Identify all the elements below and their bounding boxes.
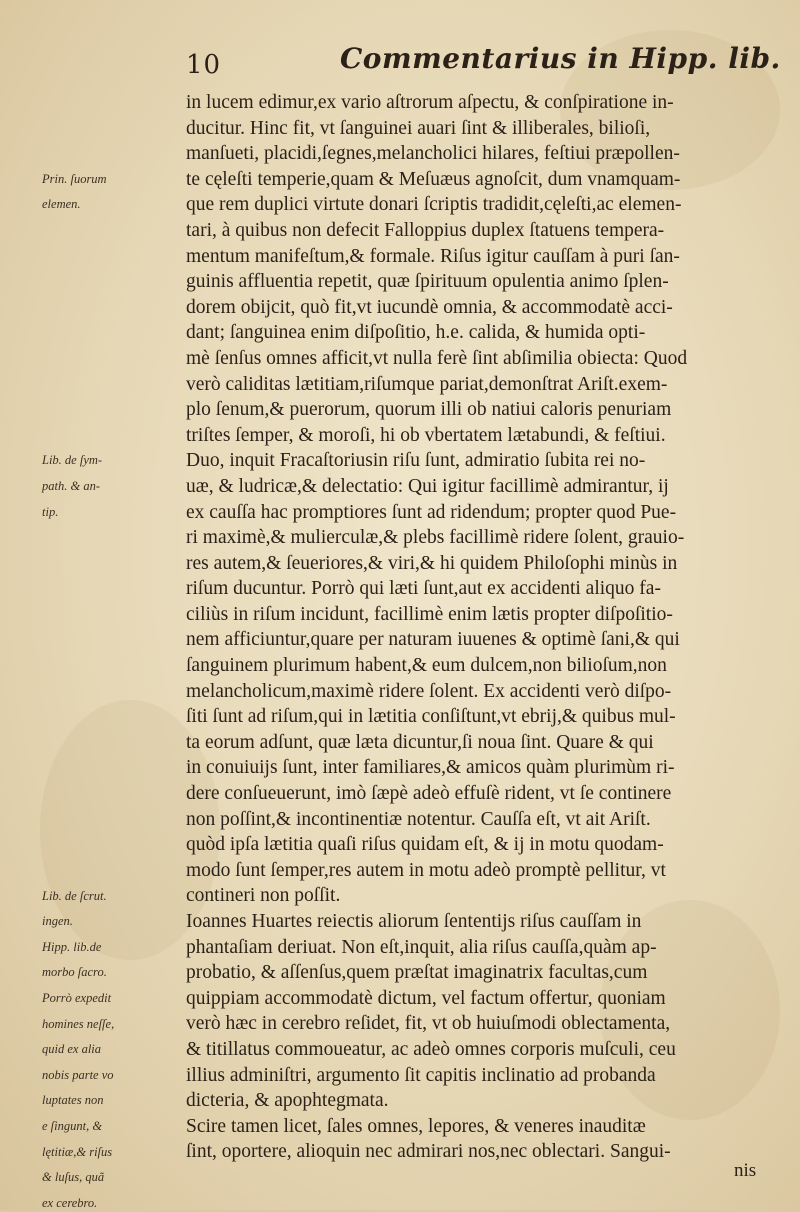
margin-note: nobis parte vo xyxy=(42,1067,114,1082)
body-text xyxy=(186,90,782,1165)
margin-note: Prin. ſuorum xyxy=(42,171,107,186)
text-line: Ioannes Huartes reiectis aliorum ſententijs riſus cauſſam in xyxy=(186,911,642,932)
text-line: in conuiuijs ſunt, inter familiares,& amicos quàm plurimùm ri- xyxy=(186,757,675,779)
margin-note: Hipp. lib.de xyxy=(42,939,102,954)
text-line: ta eorum adſunt, quæ læta dicuntur,ſi noua ſint. Quare & qui xyxy=(186,731,654,753)
text-line: & titillatus commoueatur, ac adeò omnes corporis muſculi, ceu xyxy=(186,1038,676,1060)
text-line: quòd ipſa lætitia quaſi riſus quidam eſt, & ij in motu quodam- xyxy=(186,834,664,856)
text-line: ſiti ſunt ad riſum,qui in lætitia conſiſtunt,vt ebrij,& quibus mul- xyxy=(186,706,676,728)
page-number: 10 xyxy=(186,50,222,80)
text-line: tari, à quibus non defecit Falloppius duplex ſtatuens tempera- xyxy=(186,219,665,241)
text-line: ſint, oportere, alioquin nec admirari nos,nec oblectari. Sangui- xyxy=(186,1141,671,1163)
text-line: te cęleſti temperie,quam & Meſuæus agnoſcit, dum vnamquam- xyxy=(186,168,681,190)
margin-note: path. & an- xyxy=(42,479,100,493)
margin-note: morbo ſacro. xyxy=(42,965,107,980)
margin-note: Porrò expedit xyxy=(42,991,112,1005)
margin-note: homines neſſe, xyxy=(42,1016,115,1031)
text-line: ex cauſſa hac promptiores ſunt ad ridendum; propter quod Pue- xyxy=(186,501,677,523)
text-line: phantaſiam deriuat. Non eſt,inquit, alia riſus cauſſa,quàm ap- xyxy=(186,936,657,958)
text-line: mentum manifeſtum,& formale. Riſus igitur cauſſam à puri ſan- xyxy=(186,245,680,267)
text-line: ſanguinem plurimum habent,& eum dulcem,non bilioſum,non xyxy=(186,655,667,677)
text-line: probatio, & aſſenſus,quem præſtat imaginatrix facultas,cum xyxy=(186,962,648,984)
margin-note: lętitiæ,& riſus xyxy=(42,1144,113,1159)
text-line: que rem duplici virtute donari ſcriptis tradidit,cęleſti,ac elemen- xyxy=(186,194,682,216)
text-line: dere conſueuerunt, imò ſæpè adeò effuſè rident, vt ſe continere xyxy=(186,783,672,805)
text-line: dant; ſanguinea enim diſpoſitio, h.e. calida, & humida opti- xyxy=(186,322,646,344)
text-line: triſtes ſemper, & moroſi, hi ob vbertatem lætabundi, & feſtiui. xyxy=(186,424,666,446)
text-line: ciliùs in riſum incidunt, facillimè enim lætis propter diſpoſitio- xyxy=(186,603,673,625)
page-header xyxy=(0,40,800,80)
text-line: contineri non poſſit. xyxy=(186,885,341,907)
text-line: illius adminiſtri, argumento ſit capitis inclinatio ad probanda xyxy=(186,1064,656,1086)
margin-note: & luſus, quã xyxy=(42,1170,105,1185)
margin-note: ex cerebro. xyxy=(42,1195,98,1210)
text-line: guinis affluentia repetit, quæ ſpirituum opulentia animo ſplen- xyxy=(186,271,669,293)
text-line: dicteria, & apophtegmata. xyxy=(186,1090,389,1112)
margin-note: elemen. xyxy=(42,197,81,212)
margin-note: luptates non xyxy=(42,1093,104,1108)
text-line: res autem,& ſeueriores,& viri,& hi quidem Philoſophi minùs in xyxy=(186,552,678,574)
text-line: ri maximè,& mulierculæ,& plebs facillimè ridere ſolent, grauio- xyxy=(186,527,685,549)
catchword: nis xyxy=(734,1160,757,1181)
margin-note: e ſingunt, & xyxy=(42,1119,103,1133)
text-line: verò caliditas lætitiam,riſumque pariat,demonſtrat Ariſt.exem- xyxy=(186,373,668,395)
margin-note: tip. xyxy=(42,504,59,519)
text-line: modo ſunt ſemper,res autem in motu adeò promptè pellitur, vt xyxy=(186,859,666,881)
text-line: in lucem edimur,ex vario aſtrorum aſpectu, & conſpiratione in- xyxy=(186,92,674,113)
text-line: mè ſenſus omnes afficit,vt nulla ferè ſint abſimilia obiecta: Quod xyxy=(186,347,688,369)
text-line: dorem obijcit, quò fit,vt iucundè omnia, & accommodatè acci- xyxy=(186,296,673,318)
text-line: melancholicum,maximè ridere ſolent. Ex accidenti verò diſpo- xyxy=(186,680,672,702)
margin-note: quid ex alia xyxy=(42,1042,102,1057)
text-line: plo ſenum,& puerorum, quorum illi ob natiui caloris penuriam xyxy=(186,399,672,421)
text-line: quippiam accommodatè dictum, vel factum offertur, quoniam xyxy=(186,987,666,1009)
margin-note: Lib. de ſcrut. xyxy=(42,888,107,903)
margin-note: ingen. xyxy=(42,914,73,929)
text-line: riſum ducuntur. Porrò qui læti ſunt,aut ex accidenti aliquo fa- xyxy=(186,578,661,600)
text-line: verò hæc in cerebro reſidet, fit, vt ob huiuſmodi oblectamenta, xyxy=(186,1013,671,1035)
text-line: non poſſint,& incontinentiæ notentur. Cauſſa eſt, vt ait Ariſt. xyxy=(186,808,651,830)
margin-note: Lib. de ſym- xyxy=(42,453,103,468)
text-line: nem afficiuntur,quare per naturam iuuenes & optimè ſani,& qui xyxy=(186,629,680,651)
text-line: Scire tamen licet, ſales omnes, lepores, & veneres inauditæ xyxy=(186,1115,646,1137)
text-line: Duo, inquit Fracaſtoriusin riſu ſunt, admiratio ſubita rei no- xyxy=(186,450,646,472)
text-line: ducitur. Hinc fit, vt ſanguinei auari ſint & illiberales, bilioſi, xyxy=(186,117,651,139)
text-line: manſueti, placidi,ſegnes,melancholici hilares, feſtiui præpollen- xyxy=(186,143,680,165)
running-title: Commentarius in Hipp. lib. xyxy=(340,42,781,75)
text-line: uæ, & ludricæ,& delectatio: Qui igitur facillimè admirantur, ij xyxy=(186,475,669,497)
